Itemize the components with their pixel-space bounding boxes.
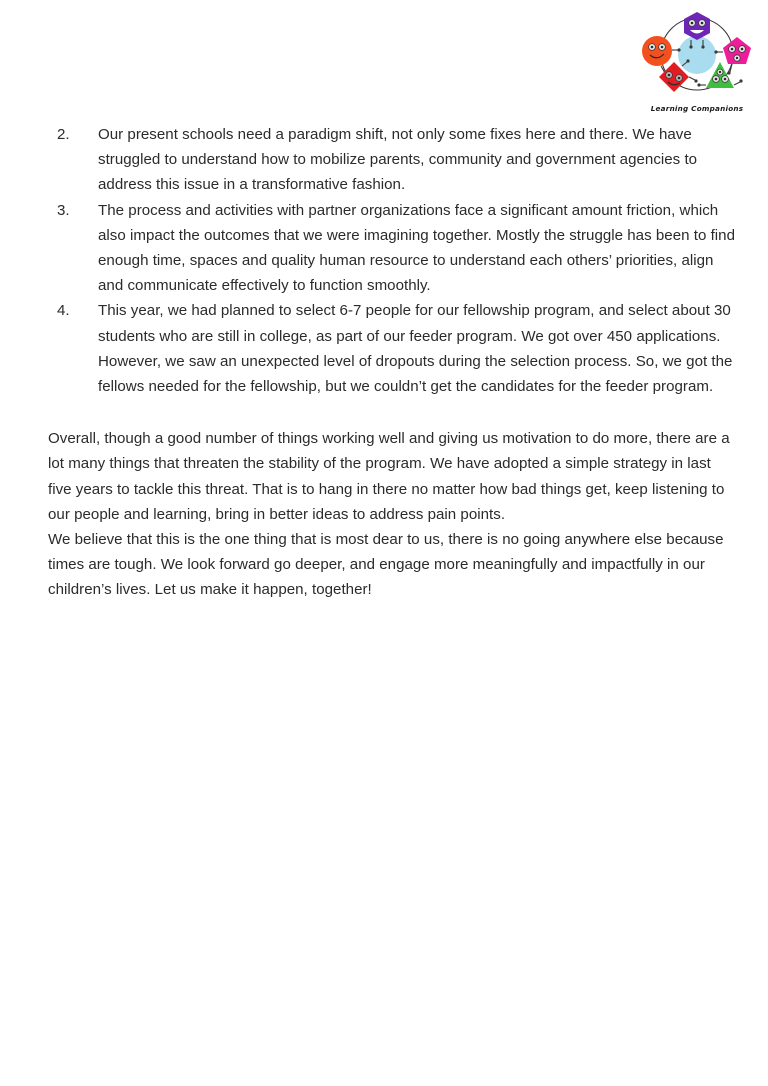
logo-caption: Learning Companions [650,104,744,113]
document-body [0,122,768,603]
list-item [0,198,768,299]
closing-paragraph-2: We believe that this is the one thing that is most dear to us, there is no going anywhere else because times are tough. We look forward go deeper, and engage more meaningfully and impactfully in our children’s lives. Let us make it happen, together! [48,531,724,599]
logo-center-circle [678,36,716,74]
learning-companions-logo [638,6,756,124]
list-item-text: This year, we had planned to select 6-7 people for our fellowship program, and select about 30 students who are still in college, as part of our feeder program. We got over 450 applications. However, we saw an unexpected level of dropouts during the selection process. So, we got the fellows needed for the fellowship, but we couldn’t get the candidates for the feeder program. [98,302,733,396]
logo-graphic [638,6,756,106]
list-item [0,122,768,198]
list-item-text: The process and activities with partner organizations face a significant amount friction, which also impact the outcomes that we were imagining together. Mostly the struggle has been to find enough time, spaces and quality human resource to understand each others’ priorities, align and communicate effectively to function smoothly. [98,201,736,295]
list-item-number: 2. [57,126,70,143]
list-item-number: 4. [57,302,70,320]
closing-paragraph-1: Overall, though a good number of things working well and giving us motivation to do more, there are a lot many things that threaten the stability of the program. We have adopted a simple strategy in last five years to tackle this threat. That is to hang in there no matter how bad things get, keep listening to our people and learning, bring in better ideas to address pain points. [48,430,730,523]
list-item-text: Our present schools need a paradigm shift, not only some fixes here and there. We have struggled to understand how to mobilize parents, community and government agencies to address this issue in a transformative fashion. [98,126,698,194]
numbered-list [0,122,768,399]
list-item [0,298,768,399]
list-item-number: 3. [57,201,70,219]
closing-section [0,426,768,602]
